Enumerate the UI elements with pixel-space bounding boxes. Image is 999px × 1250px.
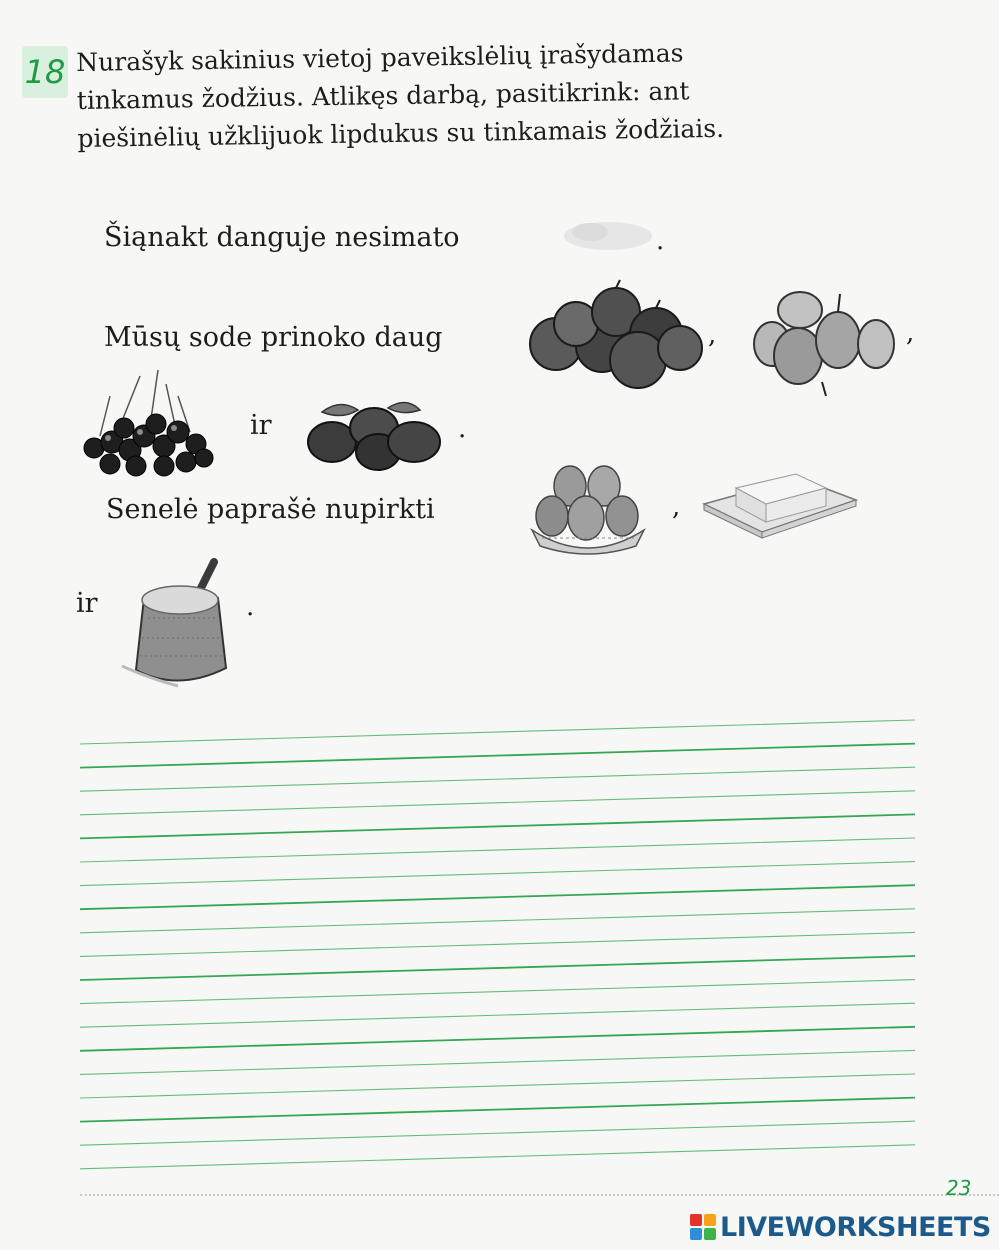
liveworksheets-icon bbox=[690, 1214, 716, 1240]
liveworksheets-logo bbox=[690, 1210, 991, 1244]
writing-line[interactable] bbox=[80, 1121, 915, 1145]
writing-line[interactable] bbox=[80, 838, 915, 862]
footer-divider bbox=[80, 1194, 999, 1196]
instruction-line: Nurašyk sakinius vietoj paveikslėlių įrašydamas bbox=[76, 38, 684, 77]
sentence-3-comma: , bbox=[672, 492, 681, 522]
sentence-1-text: Šiąnakt danguje nesimato bbox=[104, 222, 460, 253]
writing-line[interactable] bbox=[80, 956, 915, 980]
ir-connector-1: ir bbox=[250, 410, 272, 441]
writing-line[interactable] bbox=[80, 1050, 915, 1074]
sentence-2-comma-2: , bbox=[906, 318, 915, 348]
writing-line[interactable] bbox=[80, 720, 915, 744]
liveworksheets-brand: LIVEWORKSHEETS bbox=[720, 1211, 991, 1243]
writing-line[interactable] bbox=[80, 980, 915, 1004]
sentence-3-text: Senelė paprašė nupirkti bbox=[106, 494, 435, 525]
writing-line[interactable] bbox=[80, 767, 915, 791]
writing-line[interactable] bbox=[80, 862, 915, 886]
writing-line[interactable] bbox=[80, 932, 915, 956]
instruction-line: tinkamus žodžius. Atlikęs darbą, pasitikrink: ant bbox=[76, 76, 690, 115]
page-number: 23 bbox=[946, 1176, 972, 1200]
writing-line[interactable] bbox=[80, 1098, 915, 1122]
writing-line[interactable] bbox=[80, 744, 915, 768]
sentence-1-period: . bbox=[656, 226, 665, 256]
writing-line[interactable] bbox=[80, 814, 915, 838]
writing-line[interactable] bbox=[80, 909, 915, 933]
sentence-3-period: . bbox=[246, 592, 255, 622]
writing-line[interactable] bbox=[80, 1145, 915, 1169]
task-number-badge: 18 bbox=[22, 46, 68, 98]
writing-line[interactable] bbox=[80, 885, 915, 909]
writing-line[interactable] bbox=[80, 1003, 915, 1027]
instruction-line: piešinėlių užklijuok lipdukus su tinkamais žodžiais. bbox=[77, 113, 725, 153]
ir-connector-2: ir bbox=[76, 588, 98, 619]
sentence-2-period: . bbox=[458, 414, 467, 444]
writing-line[interactable] bbox=[80, 791, 915, 815]
sentence-2-text: Mūsų sode prinoko daug bbox=[104, 322, 443, 353]
sentence-2-comma-1: , bbox=[708, 320, 717, 350]
writing-line[interactable] bbox=[80, 1074, 915, 1098]
writing-line[interactable] bbox=[80, 1027, 915, 1051]
